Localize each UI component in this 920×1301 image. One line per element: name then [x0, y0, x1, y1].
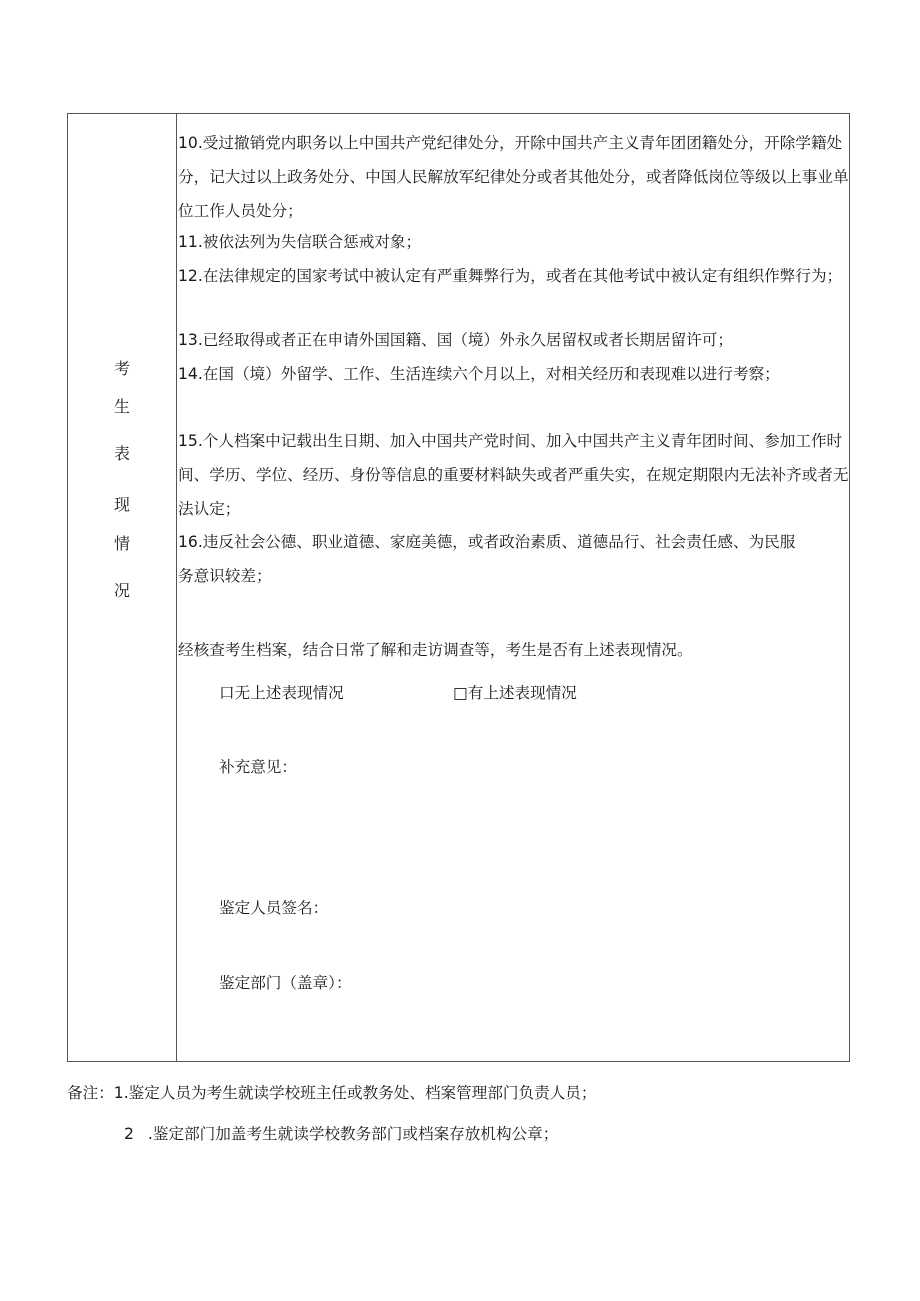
- section-label-char: 况: [113, 581, 130, 600]
- note-2-number: 2: [124, 1125, 134, 1143]
- supplement-label: 补充意见：: [219, 758, 297, 776]
- evaluation-form-table: [67, 113, 850, 1062]
- option-has-issues-checkbox[interactable]: □有上述表现情况: [453, 684, 577, 702]
- check-statement: 经核查考生档案，结合日常了解和走访调查等，考生是否有上述表现情况。: [178, 641, 693, 659]
- signature-label: 鉴定人员签名：: [219, 899, 329, 917]
- section-label-cell: [68, 114, 177, 1061]
- item-10: 10.受过撤销党内职务以上中国共产党纪律处分，开除中国共产主义青年团团籍处分，开除学籍处分，记大过以上政务处分、中国人民解放军纪律处分或者其他处分，或者降低岗位等级以上事业单位工作人员处分；: [178, 134, 849, 220]
- section-label-char: 表: [113, 444, 130, 463]
- note-1: 1.鉴定人员为考生就读学校班主任或教务处、档案管理部门负责人员；: [113, 1084, 597, 1102]
- notes-line-2: [124, 1123, 558, 1145]
- option-no-issues-checkbox[interactable]: 口无上述表现情况: [219, 684, 344, 702]
- section-label-char: 生: [113, 397, 130, 416]
- item-12: 12.在法律规定的国家考试中被认定有严重舞弊行为，或者在其他考试中被认定有组织作弊行为；: [178, 267, 843, 285]
- content-cell: [177, 114, 849, 1061]
- section-label-char: 考: [113, 359, 130, 378]
- section-label-char: 情: [113, 534, 130, 553]
- notes-prefix: 备注：: [67, 1084, 114, 1102]
- item-11: 11.被依法列为失信联合惩戒对象；: [178, 233, 422, 251]
- notes-line-1: [67, 1082, 597, 1104]
- item-15: 15.个人档案中记载出生日期、加入中国共产党时间、加入中国共产主义青年团时间、参加工作时间、学历、学位、经历、身份等信息的重要材料缺失或者严重失实，在规定期限内无法补齐或者无法认定；: [178, 432, 849, 518]
- note-2: .鉴定部门加盖考生就读学校教务部门或档案存放机构公章；: [147, 1125, 559, 1143]
- item-13: 13.已经取得或者正在申请外国国籍、国（境）外永久居留权或者长期居留许可；: [178, 331, 733, 349]
- department-stamp-label: 鉴定部门（盖章）：: [219, 974, 352, 992]
- item-16: 16.违反社会公德、职业道德、家庭美德，或者政治素质、道德品行、社会责任感、为民服务意识较差；: [178, 533, 796, 585]
- section-label-char: 现: [113, 495, 130, 514]
- item-14: 14.在国（境）外留学、工作、生活连续六个月以上，对相关经历和表现难以进行考察；: [178, 365, 780, 383]
